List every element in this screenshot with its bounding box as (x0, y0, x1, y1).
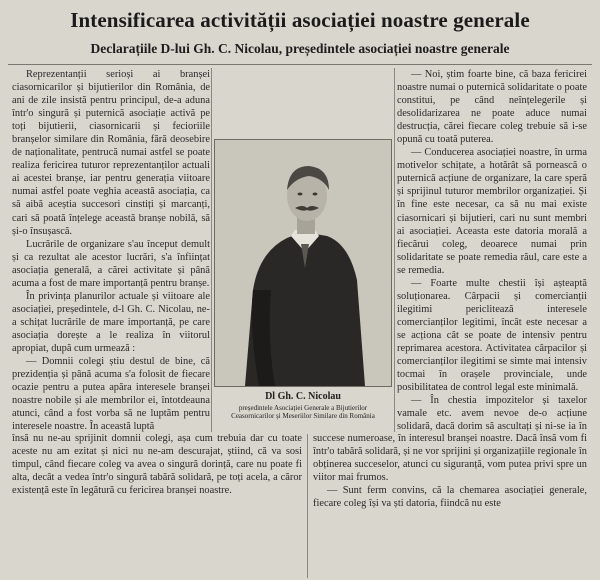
right-paragraph-3: — Foarte multe chestii își așteaptă soluționarea. Cârpacii și comercianții ilegitimi periclitează interesele comercianților legitimi, încât este necesar a se acționa cât se poate de intensiv pentru reprimarea acestora. Activitatea cârpacilor și comercianților ilegitimi se simte mai intensiv tocmai în orașele provinciale, unde posibilitatea de control legal este minimală. (397, 277, 587, 394)
portrait-photo (214, 139, 392, 387)
photo-caption-name: Dl Gh. C. Nicolau (265, 391, 341, 402)
left-column (12, 68, 210, 432)
bottom-left-column (12, 432, 302, 578)
headline-divider (8, 64, 592, 65)
left-paragraph-1: Reprezentanții serioși ai branșei ciasornicarilor și bijutierilor din România, de ani de zile insistă pentru principul, de-a aduna într'o singură și puternică asociație activă pe toți bijutierii, ciasornicarii și fecioriile branșelor similare din România, fără deosebire de naționalitate, pentrucă numai astfel se poate realiza fericirea tuturor reprezentanților actuali ai acestei branșe, iar pentru generația viitoare numai astfel poate veghia această asociația, ca să aibă aceștia succesori cinstiți și marcanți, cari să poată înțelege această branșe nobilă, să și-o însușască. (12, 69, 210, 237)
bottom-right-paragraph-2: — Sunt ferm convins, că la chemarea asociației generale, fiecare coleg își va ști datoria, fiindcă nu este (313, 485, 587, 510)
bottom-left-paragraph-1: însă nu ne-au sprijinit domnii colegi, așa cum trebuia dar cu toate aceste nu am ezitat și nici nu ne-am descurajat, știind, că va sosi timpul, când fiecare coleg va avea o singură dorință, care nu poate fi alta, decât a vedea într'o singură tabără solidară, pe toți acela, a căror existență este în legătură cu fericirea branșei noastre. (12, 433, 302, 497)
bottom-right-paragraph-1: succese numeroase, în interesul branșei noastre. Dacă însă vom fi într'o tabără solidară, și ne vor sprijini și organizațiile regionale în obținerea succeselor, atunci cu siguranță, vom putea privi spre un viitor mai frumos. (313, 433, 587, 484)
photo-caption-role-line2: Ceasornicarilor și Meseriilor Similare din România (231, 412, 375, 420)
right-paragraph-1: — Noi, știm foarte bine, că baza fericirei noastre numai o puternică solidaritate o poate constitui, pe când neînțelegerile și desolidarizarea ne poate aduce numai destrucția, cărei fiecare coleg trebuie să i-se opună cu toată puterea. (397, 69, 587, 146)
column-divider-left (211, 68, 212, 432)
left-paragraph-3: În privința planurilor actuale și viitoare ale asociației, președintele, d-l Gh. C. Nicolau, ne-a schițat lucrările de mare importanță, pe care asociația dorește a le realiza în viitorul apropiat, după cum urmează : (12, 290, 210, 354)
right-column (397, 68, 587, 432)
portrait-figure (214, 139, 392, 433)
bottom-right-column (313, 432, 587, 578)
right-paragraph-4: — În chestia impozitelor și taxelor vamale etc. avem nevoe de-o acțiune solidară, dacă dorim să ascultați și ni-se ia în (397, 395, 587, 432)
photo-caption-role (214, 404, 392, 420)
portrait-illustration (215, 140, 391, 386)
photo-caption-role-line1: președintele Asociației Generale a Bijutierilor (238, 404, 368, 412)
left-paragraph-4: — Domnii colegi știu destul de bine, că prezidenția și până acuma s'a folosit de fiecare ocazie pentru a putea apăra interesele branșei noastre nobile și ale membrilor ei, întotdeauna atunci, când a fost vorba să ne luptăm pentru interesele noastre. În această luptă (12, 356, 210, 432)
column-divider-right (394, 68, 395, 432)
left-paragraph-2: Lucrările de organizare s'au început demult și ca rezultat ale acestor lucrări, s'a înființat asociația generală, a cărei activitate și până acuma a fost de mare importanță pentru branșe. (12, 238, 210, 289)
article-subheadline: Declarațiile D-lui Gh. C. Nicolau, președintele asociației noastre generale (90, 41, 510, 56)
article-headline: Intensificarea activității asociației noastre generale (70, 8, 530, 32)
column-divider-bottom (307, 434, 308, 578)
right-paragraph-2: — Conducerea asociației noastre, în urma motivelor schițate, a hotărât să pornească o puternică acțiune de organizare, la care speră și sprijinul tuturor membrilor organizației. Și în fine este necesar, ca să nu mai existe ciasornicari și bijutieri, cari nu sunt membri ai asociației. Aceasta este datoria morală a fiecărui coleg, deoarece numai prin solidaritate se poate remedia răul, care este a se remedia. (397, 147, 587, 276)
